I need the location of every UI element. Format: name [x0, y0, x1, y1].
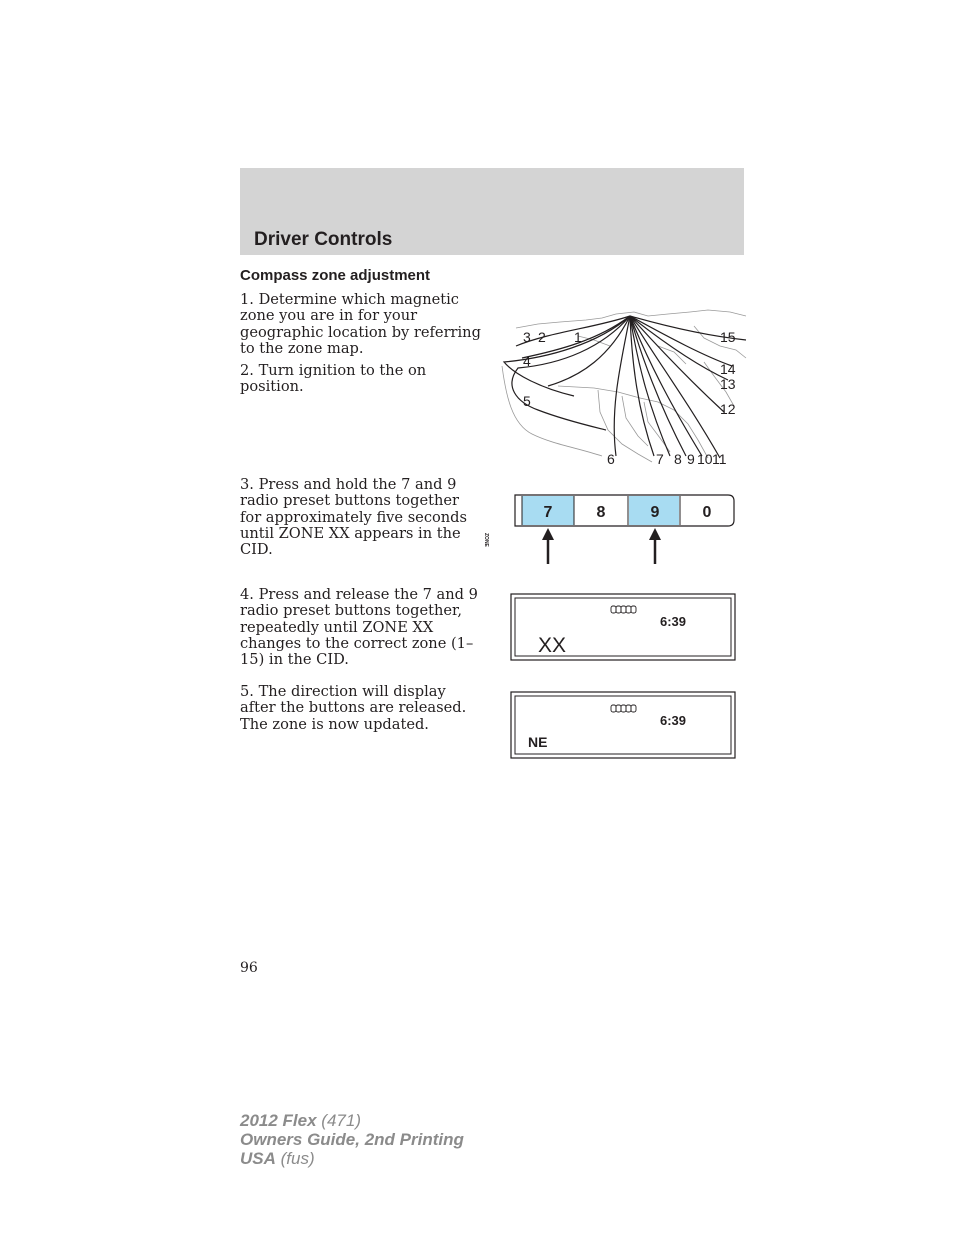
zone-label-13: 13 [720, 376, 736, 392]
step-2-text: 2. Turn ignition to the on position. [240, 362, 427, 396]
footer-guide: Owners Guide, 2nd Printing [240, 1130, 464, 1149]
zone-label-6: 6 [607, 451, 615, 467]
zone-label-7: 7 [656, 451, 664, 467]
footer-model: 2012 Flex [240, 1111, 317, 1130]
zone-label-5: 5 [523, 393, 531, 409]
cid-zone-prefix: ZONE [483, 533, 489, 547]
footer-line-1 [240, 1111, 464, 1130]
cid-clock: 6:39 [660, 713, 687, 728]
arrow-up-icon [649, 528, 661, 564]
preset-button-9 [629, 496, 679, 525]
section-header-title: Driver Controls [254, 229, 393, 250]
step-5-text: 5. The direction will display after the buttons are released. The zone is now updated. [240, 683, 467, 733]
footer-region-code: (fus) [280, 1149, 315, 1168]
preset-button-9-label: 9 [650, 504, 660, 521]
step-4-text: 4. Press and release the 7 and 9 radio preset buttons together, repeatedly until ZONE XX changes to the correct zone (1–15) in the CID. [240, 586, 478, 669]
subsection-title: Compass zone adjustment [240, 267, 431, 284]
zone-label-1: 1 [574, 329, 582, 345]
zone-label-2: 2 [538, 329, 546, 345]
zone-label-4: 4 [523, 353, 531, 369]
compass-zone-map [498, 306, 748, 470]
preset-button-0 [703, 504, 712, 521]
footer-region: USA [240, 1149, 276, 1168]
zone-label-9: 9 [687, 451, 695, 467]
page-number: 96 [240, 960, 258, 976]
zone-label-10: 10 [697, 451, 713, 467]
step-1-text: 1. Determine which magnetic zone you are in for your geographic location by referring to the zone map. [240, 291, 481, 357]
zone-label-15: 15 [720, 329, 736, 345]
cid-direction-value: NE [528, 734, 548, 750]
zone-label-12: 12 [720, 401, 736, 417]
cid-clock: 6:39 [660, 614, 687, 629]
zone-label-8: 8 [674, 451, 682, 467]
step-3-text: 3. Press and hold the 7 and 9 radio preset buttons together for approximately five seconds until ZONE XX appears in the CID. [240, 476, 468, 559]
footer-line-2 [240, 1130, 464, 1149]
preset-button-8 [597, 504, 606, 521]
cid-display-direction [510, 691, 738, 761]
zone-label-14: 14 [720, 361, 736, 377]
cid-zone-value: XX [538, 634, 567, 657]
preset-button-7 [522, 496, 574, 525]
radio-preset-buttons-figure [512, 492, 738, 568]
preset-button-7-label: 7 [543, 504, 553, 521]
document-footer [240, 1111, 464, 1168]
zone-label-3: 3 [523, 329, 531, 345]
arrow-up-icon [542, 528, 554, 564]
footer-line-3 [240, 1149, 464, 1168]
preset-button-8-label: 8 [596, 504, 606, 521]
footer-model-code: (471) [321, 1111, 361, 1130]
cid-display-zone [483, 533, 738, 663]
section-header [240, 168, 744, 255]
preset-button-0-label: 0 [702, 504, 712, 521]
zone-label-11: 11 [712, 451, 727, 467]
